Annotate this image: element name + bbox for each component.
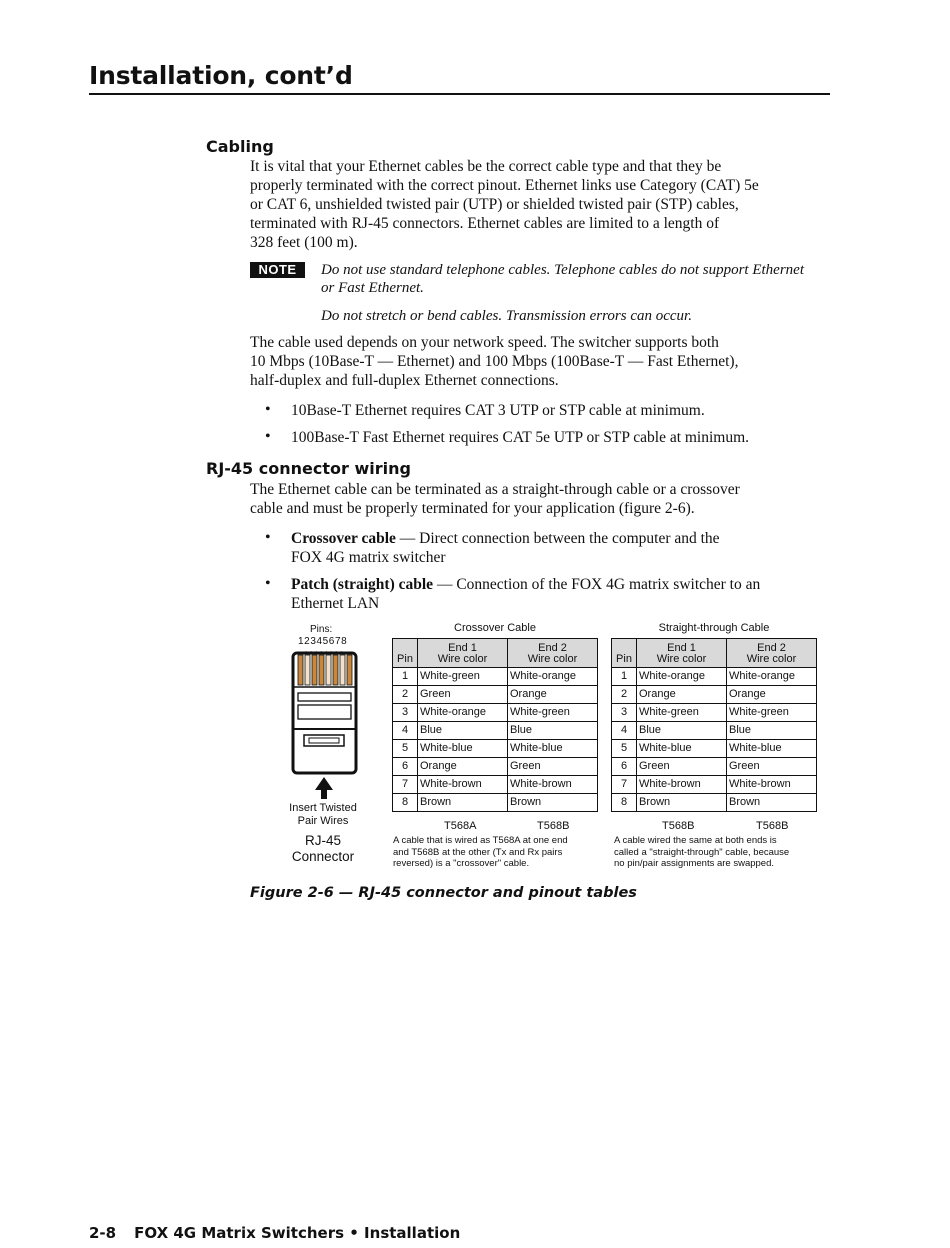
- crossover-end1-standard: T568A: [444, 820, 477, 832]
- straight-end1-standard: T568B: [662, 820, 695, 832]
- table-row: [612, 668, 817, 686]
- pin-cell: 1: [393, 668, 418, 686]
- page-number: 2-8: [89, 1224, 117, 1242]
- text-line: A cable that is wired as T568A at one end: [393, 835, 568, 846]
- end1-cell: Blue: [418, 722, 508, 740]
- end1-cell: Brown: [418, 794, 508, 812]
- pin-cell: 1: [612, 668, 637, 686]
- bullet-dot: •: [265, 401, 271, 418]
- pin-cell: 8: [612, 794, 637, 812]
- note-text-2: Do not stretch or bend cables. Transmission errors can occur.: [321, 308, 692, 324]
- pin-cell: 6: [612, 758, 637, 776]
- table-row: [612, 794, 817, 812]
- end1-cell: White-brown: [418, 776, 508, 794]
- header-rule: [89, 93, 830, 95]
- cabling-heading: Cabling: [206, 137, 274, 156]
- crossover-table: [392, 638, 598, 812]
- end1-cell: Green: [637, 758, 727, 776]
- text-line: A cable wired the same at both ends is: [614, 835, 777, 846]
- end1-cell: White-orange: [418, 704, 508, 722]
- table-row: [612, 740, 817, 758]
- end1-cell: White-brown: [637, 776, 727, 794]
- pin-cell: 7: [393, 776, 418, 794]
- end2-cell: Blue: [508, 722, 598, 740]
- straight-end2-standard: T568B: [756, 820, 789, 832]
- text-line: properly terminated with the correct pinout. Ethernet links use Category (CAT) 5e: [250, 177, 759, 194]
- bullet-text: Ethernet LAN: [291, 595, 380, 612]
- column-header-end1: [418, 639, 508, 668]
- crossover-end2-standard: T568B: [537, 820, 570, 832]
- header-line: End 1: [667, 642, 696, 654]
- header-line: Wire color: [656, 653, 707, 665]
- header-line: End 1: [448, 642, 477, 654]
- cabling-paragraph-2: [250, 333, 738, 390]
- pins-label: Pins:: [310, 624, 333, 635]
- text-line: Connector: [291, 849, 355, 864]
- table-row: [612, 758, 817, 776]
- column-header-end2: [508, 639, 598, 668]
- header-line: Wire color: [527, 653, 578, 665]
- note-text-1: [321, 261, 804, 297]
- end1-cell: White-blue: [418, 740, 508, 758]
- text-line: no pin/pair assignments are swapped.: [614, 858, 775, 869]
- table-row: [393, 794, 598, 812]
- end1-cell: White-green: [418, 668, 508, 686]
- pin-cell: 7: [612, 776, 637, 794]
- end2-cell: White-green: [727, 704, 817, 722]
- text-line: cable and must be properly terminated for your application (figure 2-6).: [250, 500, 695, 517]
- table-row: [393, 776, 598, 794]
- end1-cell: Green: [418, 686, 508, 704]
- text-line: Insert Twisted: [289, 802, 357, 814]
- header-line: Wire color: [746, 653, 797, 665]
- pin-cell: 5: [612, 740, 637, 758]
- table-header-row: [612, 639, 817, 668]
- bullet-dot: •: [265, 529, 271, 546]
- pin-cell: 4: [393, 722, 418, 740]
- text-line: and T568B at the other (Tx and Rx pairs: [393, 846, 563, 858]
- text-line: It is vital that your Ethernet cables be the correct cable type and that they be: [250, 158, 722, 175]
- bullet-text: FOX 4G matrix switcher: [291, 549, 446, 566]
- pin-cell: 3: [393, 704, 418, 722]
- footer-title: FOX 4G Matrix Switchers • Installation: [134, 1224, 461, 1242]
- text-line: RJ-45: [304, 833, 341, 848]
- crossover-description: [393, 835, 568, 870]
- end1-cell: White-blue: [637, 740, 727, 758]
- end1-cell: Orange: [418, 758, 508, 776]
- end2-cell: White-brown: [727, 776, 817, 794]
- end1-cell: White-green: [637, 704, 727, 722]
- end2-cell: Brown: [508, 794, 598, 812]
- column-header-end2: [727, 639, 817, 668]
- table-row: [612, 686, 817, 704]
- pin-cell: 2: [612, 686, 637, 704]
- text-line: half-duplex and full-duplex Ethernet connections.: [250, 372, 559, 389]
- end1-cell: Orange: [637, 686, 727, 704]
- table-row: [612, 722, 817, 740]
- header-line: Wire color: [437, 653, 488, 665]
- page-title: Installation, cont’d: [89, 61, 353, 90]
- column-header-pin: Pin: [393, 639, 418, 668]
- cabling-paragraph-1: [250, 157, 759, 252]
- column-header-pin: Pin: [612, 639, 637, 668]
- table-row: [393, 704, 598, 722]
- straight-description: [614, 835, 789, 870]
- text-line: terminated with RJ-45 connectors. Ethernet cables are limited to a length of: [250, 215, 720, 232]
- end1-cell: White-orange: [637, 668, 727, 686]
- end1-cell: Brown: [637, 794, 727, 812]
- table-row: [612, 776, 817, 794]
- end2-cell: White-blue: [727, 740, 817, 758]
- bullet-text: — Connection of the FOX 4G matrix switcher to an: [433, 576, 761, 593]
- table-row: [393, 722, 598, 740]
- figure-caption: Figure 2-6 — RJ-45 connector and pinout tables: [250, 885, 637, 901]
- page-footer: [89, 1224, 460, 1242]
- column-header-end1: [637, 639, 727, 668]
- end2-cell: Orange: [727, 686, 817, 704]
- text-line: called a "straight-through" cable, because: [614, 846, 790, 858]
- text-line: or CAT 6, unshielded twisted pair (UTP) or shielded twisted pair (STP) cables,: [250, 196, 739, 213]
- pins-numbers: 12345678: [298, 636, 348, 647]
- end2-cell: Green: [508, 758, 598, 776]
- table-row: [393, 686, 598, 704]
- table-row: [612, 704, 817, 722]
- note-badge: NOTE: [250, 262, 305, 278]
- text-line: Pair Wires: [297, 815, 349, 827]
- header-line: End 2: [538, 642, 567, 654]
- end2-cell: White-brown: [508, 776, 598, 794]
- pin-cell: 5: [393, 740, 418, 758]
- text-line: Do not use standard telephone cables. Telephone cables do not support Ethernet: [321, 262, 804, 278]
- rj45-connector-illustration: [290, 647, 360, 823]
- end2-cell: White-blue: [508, 740, 598, 758]
- bullet-text: — Direct connection between the computer and the: [395, 530, 720, 547]
- pin-cell: 6: [393, 758, 418, 776]
- text-line: The Ethernet cable can be terminated as a straight-through cable or a crossover: [250, 481, 740, 498]
- table-header-row: [393, 639, 598, 668]
- table-row: [393, 758, 598, 776]
- crossover-title: Crossover Cable: [454, 622, 536, 634]
- end2-cell: Blue: [727, 722, 817, 740]
- bullet-bold: Crossover cable: [291, 530, 396, 547]
- bullet-item: 100Base-T Fast Ethernet requires CAT 5e UTP or STP cable at minimum.: [291, 429, 750, 446]
- end2-cell: White-orange: [508, 668, 598, 686]
- end2-cell: Orange: [508, 686, 598, 704]
- pin-cell: 2: [393, 686, 418, 704]
- end2-cell: Brown: [727, 794, 817, 812]
- header-line: End 2: [757, 642, 786, 654]
- bullet-item: 10Base-T Ethernet requires CAT 3 UTP or STP cable at minimum.: [291, 402, 705, 419]
- end1-cell: Blue: [637, 722, 727, 740]
- text-line: 10 Mbps (10Base-T — Ethernet) and 100 Mbps (100Base-T — Fast Ethernet),: [250, 353, 739, 370]
- text-line: or Fast Ethernet.: [321, 280, 424, 296]
- straight-title: Straight-through Cable: [658, 622, 770, 634]
- bullet-item-crossover: [291, 529, 720, 567]
- bullet-dot: •: [265, 428, 271, 445]
- bullet-bold: Patch (straight) cable: [291, 576, 434, 593]
- table-row: [393, 740, 598, 758]
- table-row: [393, 668, 598, 686]
- pin-cell: 4: [612, 722, 637, 740]
- insert-label: [284, 802, 362, 828]
- pin-cell: 3: [612, 704, 637, 722]
- pin-cell: 8: [393, 794, 418, 812]
- text-line: The cable used depends on your network speed. The switcher supports both: [250, 334, 719, 351]
- rj45-heading: RJ-45 connector wiring: [206, 459, 411, 478]
- text-line: reversed) is a "crossover" cable.: [393, 858, 530, 869]
- bullet-dot: •: [265, 575, 271, 592]
- end2-cell: White-green: [508, 704, 598, 722]
- bullet-item-patch: [291, 575, 760, 613]
- rj45-paragraph: [250, 480, 740, 518]
- end2-cell: Green: [727, 758, 817, 776]
- connector-label: [282, 833, 364, 865]
- end2-cell: White-orange: [727, 668, 817, 686]
- straight-table: [611, 638, 817, 812]
- text-line: 328 feet (100 m).: [250, 234, 358, 251]
